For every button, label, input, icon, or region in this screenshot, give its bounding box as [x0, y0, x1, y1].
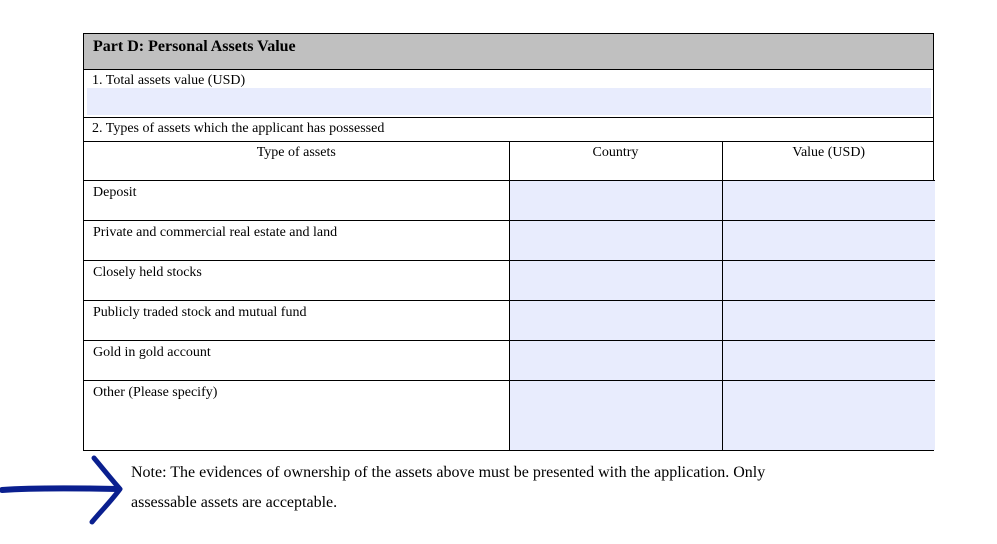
asset-types-label: 2. Types of assets which the applicant has possessed — [84, 118, 933, 142]
country-input[interactable] — [509, 180, 722, 220]
asset-type-deposit: Deposit — [84, 180, 509, 220]
country-input[interactable] — [509, 260, 722, 300]
total-assets-section — [84, 70, 933, 118]
ownership-note — [131, 458, 871, 518]
country-input[interactable] — [509, 220, 722, 260]
value-input[interactable] — [722, 260, 935, 300]
note-line-2: assessable assets are acceptable. — [131, 494, 338, 511]
value-input[interactable] — [722, 300, 935, 340]
country-input[interactable] — [509, 300, 722, 340]
total-assets-label: 1. Total assets value (USD) — [92, 73, 246, 88]
table-row — [84, 340, 935, 380]
country-input[interactable] — [509, 340, 722, 380]
table-header-row — [84, 142, 935, 180]
asset-type-real-estate: Private and commercial real estate and land — [84, 220, 509, 260]
part-d-header: Part D: Personal Assets Value — [84, 34, 933, 70]
table-row — [84, 260, 935, 300]
note-line-1: Note: The evidences of ownership of the assets above must be presented with the application. Only — [131, 464, 766, 481]
table-row — [84, 300, 935, 340]
asset-types-table — [84, 142, 935, 450]
value-input[interactable] — [722, 380, 935, 450]
value-input[interactable] — [722, 220, 935, 260]
total-assets-input[interactable] — [87, 88, 931, 115]
table-row — [84, 180, 935, 220]
column-header-country: Country — [509, 142, 722, 180]
column-header-value: Value (USD) — [722, 142, 935, 180]
value-input[interactable] — [722, 180, 935, 220]
hand-drawn-arrow-icon — [0, 452, 130, 532]
column-header-type: Type of assets — [84, 142, 509, 180]
value-input[interactable] — [722, 340, 935, 380]
asset-type-gold: Gold in gold account — [84, 340, 509, 380]
table-row — [84, 380, 935, 450]
table-row — [84, 220, 935, 260]
country-input[interactable] — [509, 380, 722, 450]
asset-type-other: Other (Please specify) — [84, 380, 509, 450]
personal-assets-form — [83, 33, 934, 451]
asset-type-closely-held-stocks: Closely held stocks — [84, 260, 509, 300]
asset-type-public-stock: Publicly traded stock and mutual fund — [84, 300, 509, 340]
